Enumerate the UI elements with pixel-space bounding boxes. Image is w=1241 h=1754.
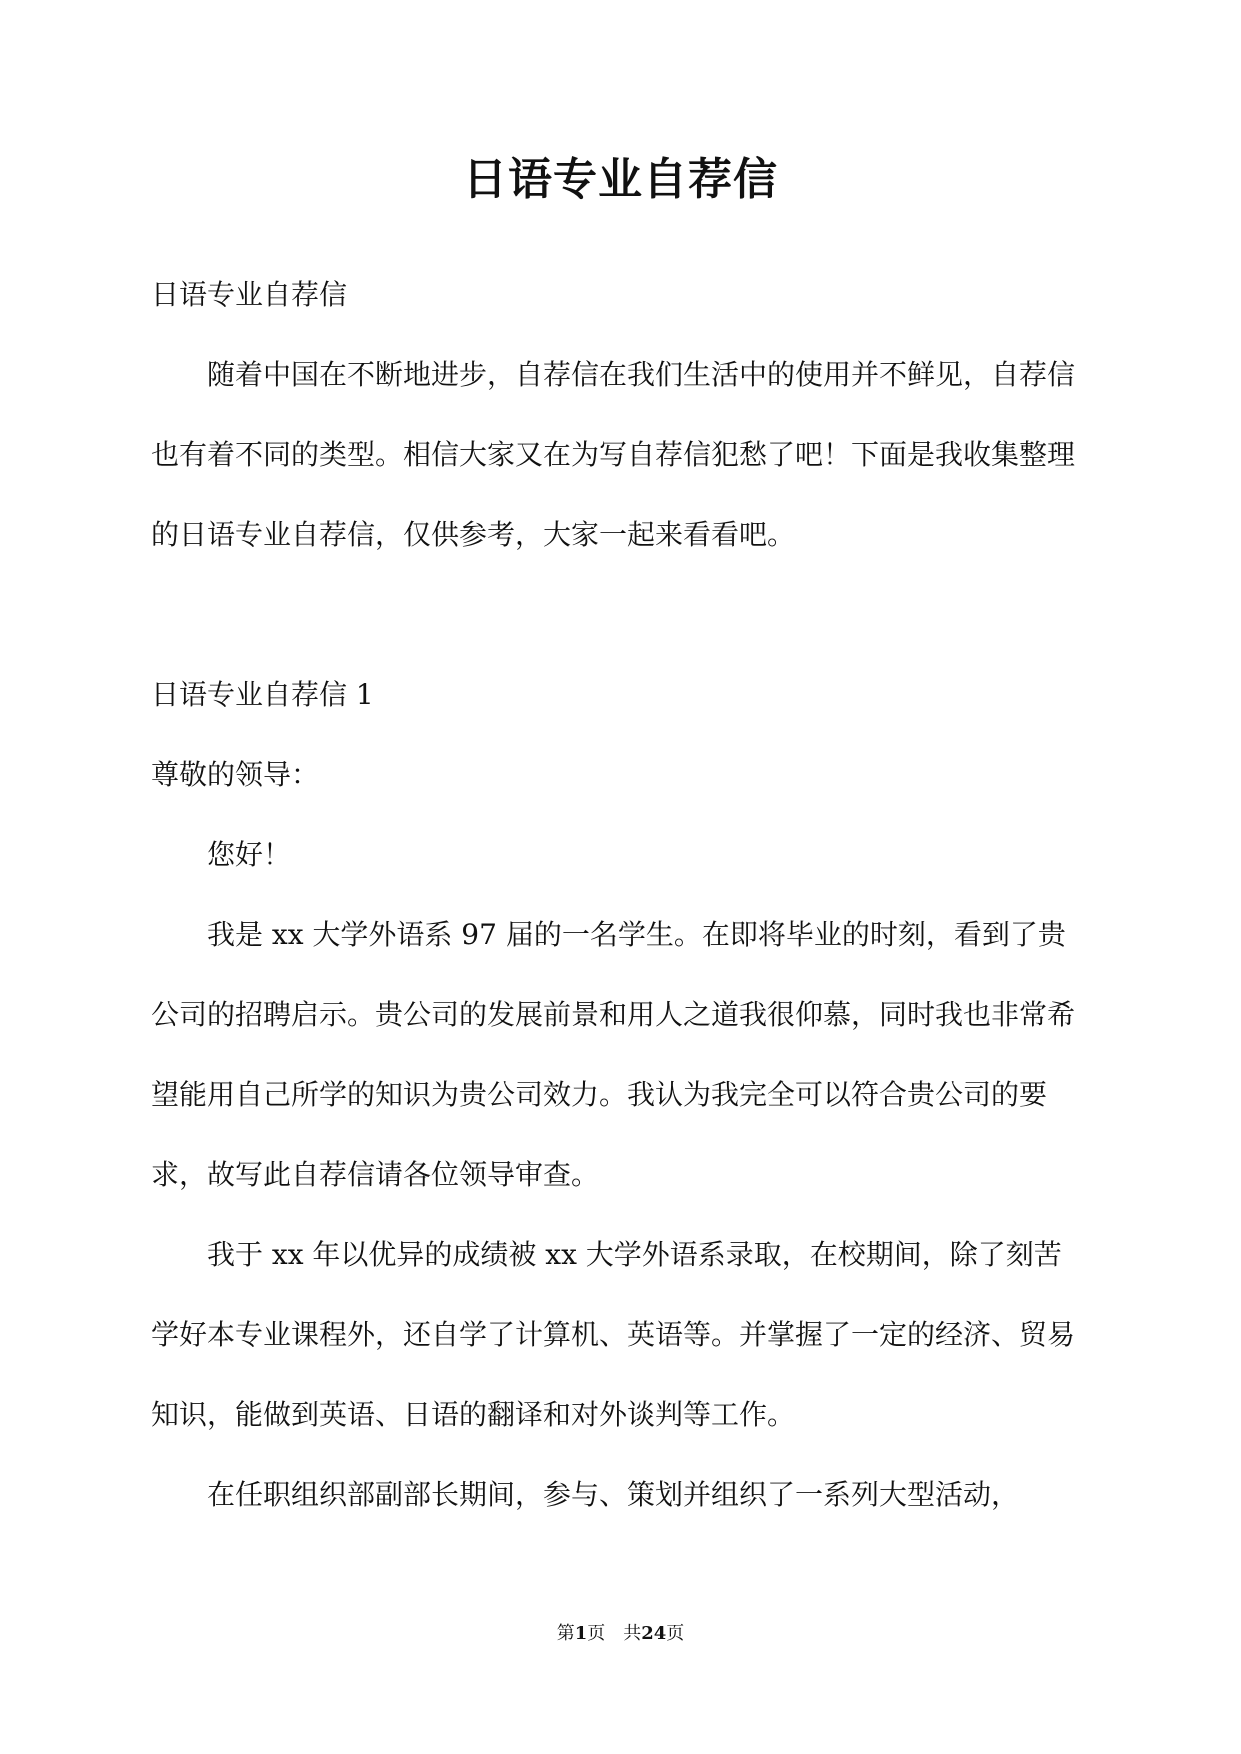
- section-spacer: [151, 575, 1089, 655]
- salutation: 尊敬的领导：: [151, 758, 320, 791]
- page-mid: 页 共: [587, 1623, 642, 1644]
- document-body: [151, 255, 1089, 1535]
- body-paragraph-1: 我是 xx 大学外语系 97 届的一名学生。在即将毕业的时刻，看到了贵公司的招聘启示。贵公司的发展前景和用人之道我很仰慕，同时我也非常希望能用自己所学的知识为贵公司效力。我认为我完全可以符合贵公司的要求，故写此自荐信请各位领导审查。: [151, 918, 1076, 1191]
- page-footer: [0, 1622, 1241, 1646]
- total-page-number: 24: [641, 1623, 667, 1644]
- body-paragraph-3: 在任职组织部副部长期间，参与、策划并组织了一系列大型活动，: [207, 1478, 1020, 1511]
- page-prefix: 第: [556, 1623, 575, 1644]
- subtitle-paragraph: 日语专业自荐信: [151, 278, 348, 311]
- greeting: 您好！: [207, 838, 292, 871]
- document-title: 日语专业自荐信: [463, 154, 778, 205]
- intro-paragraph: 随着中国在不断地进步，自荐信在我们生活中的使用并不鲜见，自荐信也有着不同的类型。相信大家又在为写自荐信犯愁了吧！下面是我收集整理的日语专业自荐信，仅供参考，大家一起来看看吧。: [151, 358, 1076, 551]
- section-heading: 日语专业自荐信 1: [151, 678, 374, 711]
- page-suffix: 页: [666, 1623, 685, 1644]
- body-paragraph-2: 我于 xx 年以优异的成绩被 xx 大学外语系录取，在校期间，除了刻苦学好本专业课程外，还自学了计算机、英语等。并掌握了一定的经济、贸易知识，能做到英语、日语的翻译和对外谈判等工作。: [151, 1238, 1076, 1431]
- current-page-number: 1: [574, 1623, 588, 1644]
